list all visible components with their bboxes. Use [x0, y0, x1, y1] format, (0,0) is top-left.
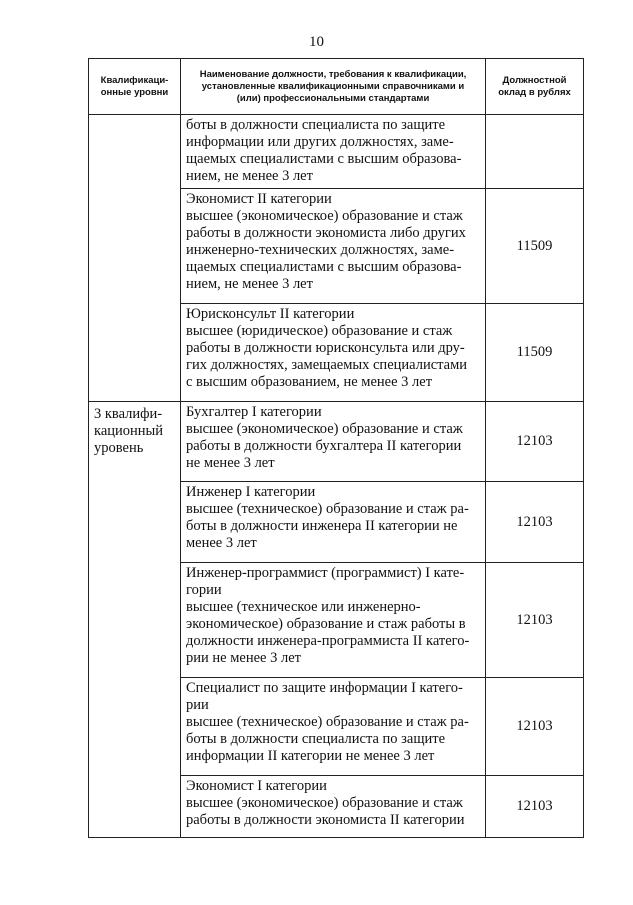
description-line: информации или других должностях, заме- [186, 134, 454, 150]
salary-cell: 12103 [486, 482, 584, 563]
position-title: Инженер-программист (программист) I кате- [186, 565, 465, 581]
level-cell-continued [89, 115, 181, 402]
description-line: боты в должности инженера II категории не [186, 518, 458, 534]
description-line: гих должностях, замещаемых специалистами [186, 357, 468, 373]
description-line: работы в должности юрисконсульта или дру- [186, 340, 465, 356]
description-line: инженерно-технических должностях, заме- [186, 242, 455, 258]
position-title: Бухгалтер I категории [186, 404, 322, 420]
description-line: высшее (экономическое) образование и стаж [186, 208, 463, 224]
position-description [181, 304, 486, 402]
table-header-row [89, 59, 584, 115]
salary-cell: 12103 [486, 776, 584, 838]
description-line: информации II категории не менее 3 лет [186, 748, 435, 764]
position-title: Специалист по защите информации I катего- [186, 680, 463, 696]
position-title: Инженер I категории [186, 484, 316, 500]
position-title: гории [186, 582, 222, 598]
salary-cell: 12103 [486, 563, 584, 678]
table-row [89, 402, 584, 482]
description-line: не менее 3 лет [186, 455, 275, 471]
position-title: Юрисконсульт II категории [186, 306, 355, 322]
salary-cell [486, 115, 584, 189]
salary-cell: 12103 [486, 678, 584, 776]
description-line: рии не менее 3 лет [186, 650, 301, 666]
salary-cell: 12103 [486, 402, 584, 482]
description-line: нием, не менее 3 лет [186, 276, 313, 292]
description-line: высшее (техническое или инженерно- [186, 599, 421, 615]
page-number: 10 [309, 34, 324, 50]
description-line: высшее (техническое) образование и стаж ра- [186, 501, 469, 517]
description-line: с высшим образованием, не менее 3 лет [186, 374, 433, 390]
description-line: высшее (техническое) образование и стаж ра- [186, 714, 469, 730]
position-description [181, 678, 486, 776]
position-description [181, 115, 486, 189]
position-description [181, 563, 486, 678]
position-title: рии [186, 697, 209, 713]
description-line: нием, не менее 3 лет [186, 168, 313, 184]
position-description [181, 189, 486, 304]
position-description [181, 776, 486, 838]
description-line: щаемых специалистами с высшим образова- [186, 151, 462, 167]
description-line: экономическое) образование и стаж работы в [186, 616, 466, 632]
salary-cell: 11509 [486, 189, 584, 304]
description-line: менее 3 лет [186, 535, 257, 551]
position-title: Экономист I категории [186, 778, 327, 794]
description-line: боты в должности специалиста по защите [186, 731, 446, 747]
position-description [181, 482, 486, 563]
header-salary: Должностной оклад в рублях [486, 59, 584, 115]
position-title: Экономист II категории [186, 191, 332, 207]
description-line: высшее (экономическое) образование и стаж [186, 795, 463, 811]
header-position-requirements: Наименование должности, требования к квалификации, установленные квалификационными справочниками и (или) профессиональными стандартами [181, 59, 486, 115]
description-line: работы в должности экономиста либо других [186, 225, 466, 241]
description-line: должности инженера-программиста II катего- [186, 633, 470, 649]
position-description [181, 402, 486, 482]
salary-cell: 11509 [486, 304, 584, 402]
description-line: работы в должности бухгалтера II категории [186, 438, 462, 454]
description-line: высшее (экономическое) образование и стаж [186, 421, 463, 437]
description-line: работы в должности экономиста II категории [186, 812, 465, 828]
header-qualification-levels: Квалификаци- онные уровни [89, 59, 181, 115]
qualification-table [88, 58, 584, 838]
table-row [89, 115, 584, 189]
description-line: боты в должности специалиста по защите [186, 117, 446, 133]
level-cell-3: 3 квалифи- кационный уровень [89, 402, 181, 838]
description-line: щаемых специалистами с высшим образова- [186, 259, 462, 275]
description-line: высшее (юридическое) образование и стаж [186, 323, 453, 339]
